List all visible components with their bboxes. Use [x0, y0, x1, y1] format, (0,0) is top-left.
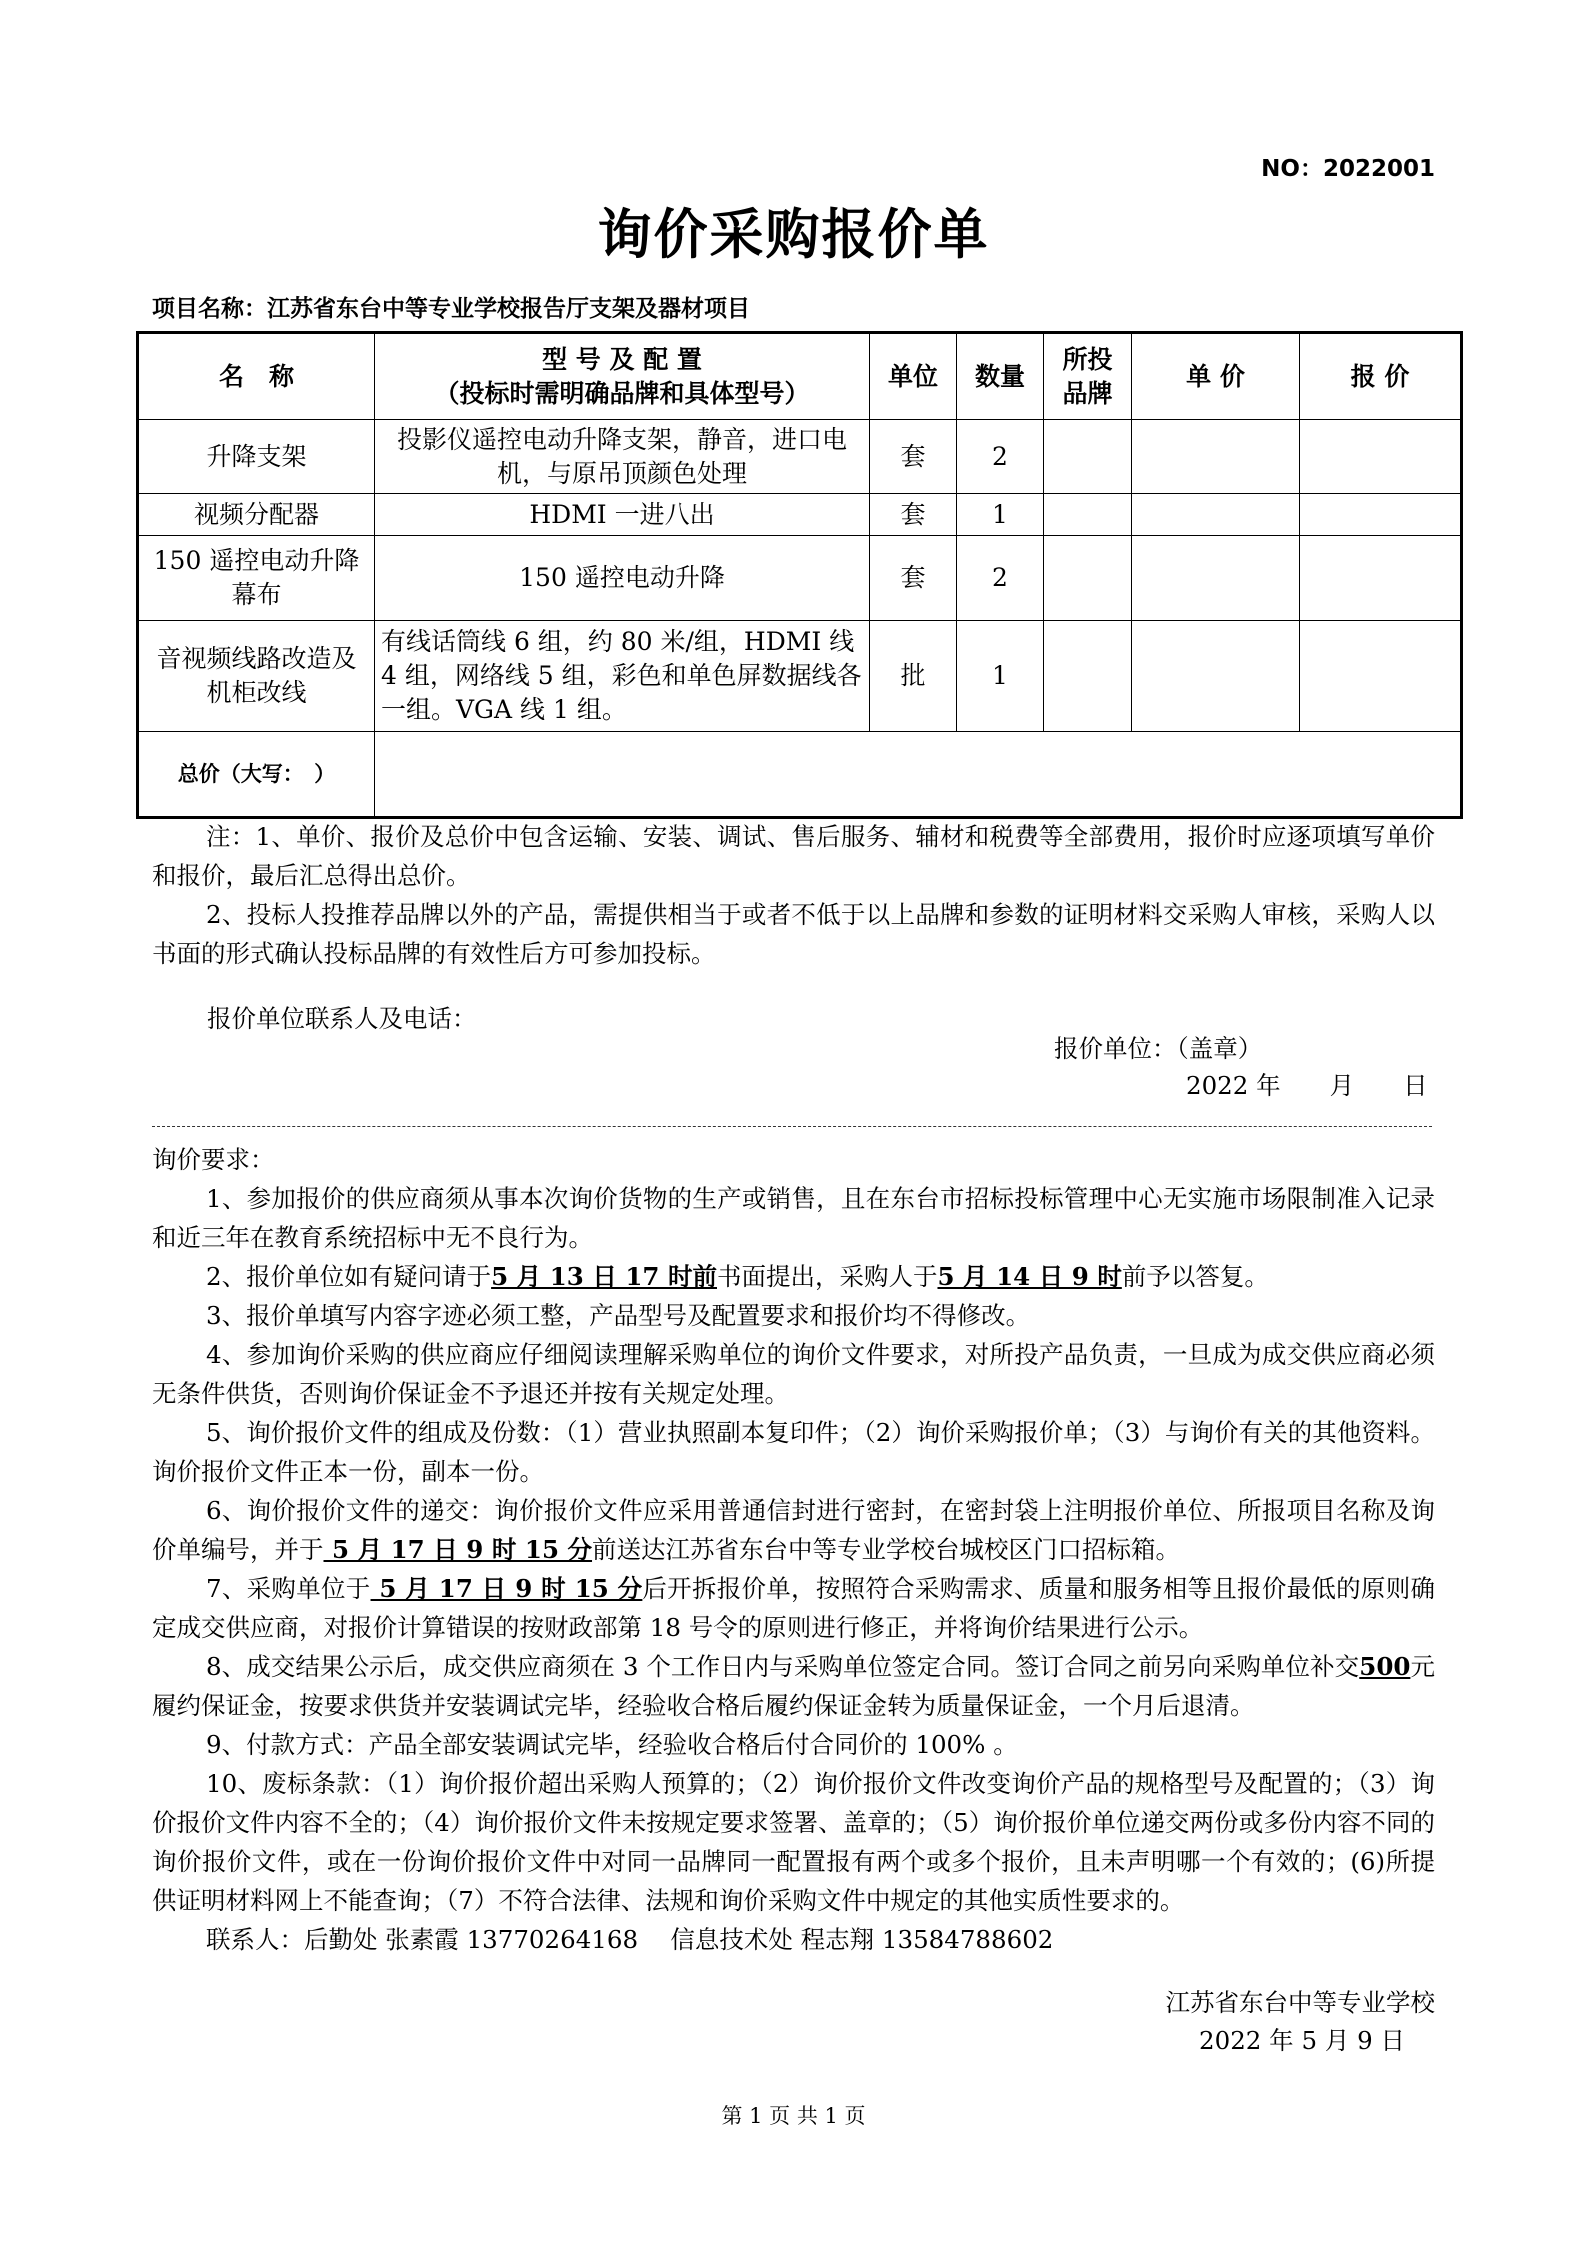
note-2: 2、投标人投推荐品牌以外的产品，需提供相当于或者不低于以上品牌和参数的证明材料交采购人审核，采购人以书面的形式确认投标品牌的有效性后方可参加投标。 [152, 900, 1435, 968]
page-footer: 第 1 页 共 1 页 [721, 2104, 866, 2128]
requirement-2 [152, 1257, 1435, 1296]
r8-text-c: 元履约保证金，按要求供货并安装调试完毕，经验收合格后履约保证金转为质量保证金，一个月后退清。 [152, 1652, 1436, 1720]
item-brand-cell[interactable] [1044, 536, 1132, 621]
requirement-5: 5、询价报价文件的组成及份数：（1）营业执照副本复印件；（2）询价采购报价单；（3）与询价有关的其他资料。询价报价文件正本一份，副本一份。 [152, 1418, 1435, 1486]
table-row [138, 536, 1462, 621]
item-spec: HDMI 一进八出 [375, 494, 870, 536]
r7-open-time: 5 月 17 日 9 时 15 分 [370, 1574, 643, 1603]
r2-deadline: 5 月 13 日 17 时前 [491, 1262, 717, 1291]
item-spec: 投影仪遥控电动升降支架，静音，进口电机，与原吊顶颜色处理 [375, 420, 870, 494]
item-quote-cell[interactable] [1300, 494, 1462, 536]
item-qty: 1 [957, 494, 1044, 536]
item-brand-cell[interactable] [1044, 494, 1132, 536]
r6-text-a: 6、询价报价文件的递交：询价报价文件应采用普通信封进行密封，在密封袋上注明报价单位、所报项目名称及询价单编号，并于 [152, 1496, 1435, 1564]
item-name: 150 遥控电动升降幕布 [138, 536, 375, 621]
r6-text-c: 前送达江苏省东台中等专业学校台城校区门口招标箱。 [592, 1535, 1181, 1564]
item-name: 音视频线路改造及机柜改线 [138, 621, 375, 732]
item-unit-price-cell[interactable] [1132, 420, 1300, 494]
header-spec [375, 333, 870, 420]
dashed-separator [152, 1126, 1432, 1127]
requirement-6 [152, 1491, 1435, 1569]
requirement-7 [152, 1569, 1435, 1647]
signer: 江苏省东台中等专业学校 [1165, 1988, 1435, 2017]
header-spec-line1: 型 号 及 配 置 [542, 344, 702, 374]
item-qty: 1 [957, 621, 1044, 732]
contact-label: 报价单位联系人及电话： [207, 1004, 477, 1033]
requirement-3: 3、报价单填写内容字迹必须工整，产品型号及配置要求和报价均不得修改。 [206, 1301, 1031, 1330]
r2-reply-time: 5 月 14 日 9 时 [937, 1262, 1122, 1291]
item-unit-price-cell[interactable] [1132, 494, 1300, 536]
item-quote-cell[interactable] [1300, 621, 1462, 732]
project-name: 项目名称：江苏省东台中等专业学校报告厅支架及器材项目 [152, 295, 750, 322]
requirement-4: 4、参加询价采购的供应商应仔细阅读理解采购单位的询价文件要求，对所投产品负责，一旦成为成交供应商必须无条件供货，否则询价保证金不予退还并按有关规定处理。 [152, 1340, 1435, 1408]
item-qty: 2 [957, 420, 1044, 494]
r7-text-c: 后开拆报价单，按照符合采购需求、质量和服务相等且报价最低的原则确定成交供应商，对报价计算错误的按财政部第 18 号令的原则进行修正，并将询价结果进行公示。 [152, 1574, 1435, 1642]
table-row [138, 621, 1462, 732]
item-name: 视频分配器 [138, 494, 375, 536]
requirements-heading: 询价要求： [152, 1145, 275, 1174]
r2-text-c: 书面提出，采购人于 [716, 1262, 938, 1291]
r8-deposit: 500 [1359, 1652, 1411, 1681]
date-blank: 2022 年 月 日 [1186, 1071, 1428, 1100]
header-spec-line2: （投标时需明确品牌和具体型号） [434, 378, 810, 408]
r7-text-a: 7、采购单位于 [206, 1574, 371, 1603]
notes-section [152, 817, 1435, 973]
requirement-10: 10、废标条款：（1）询价报价超出采购人预算的；（2）询价报价文件改变询价产品的规格型号及配置的；（3）询价报价文件内容不全的；（4）询价报价文件未按规定要求签署、盖章的；（5）询价报价单位递交两份或多份内容不同的询价报价文件，或在一份询价报价文件中对同一品牌同一配置报有两个或多个报价，且未声明哪一个有效的；(6)所提供证明材料网上不能查询；（7）不符合法律、法规和询价采购文件中规定的其他实质性要求的。 [152, 1769, 1435, 1915]
r2-text-a: 2、报价单位如有疑问请于 [206, 1262, 492, 1291]
r8-text-a: 8、成交结果公示后，成交供应商须在 3 个工作日内与采购单位签定合同。签订合同之前另向采购单位补交 [206, 1652, 1360, 1681]
seal-label: 报价单位：（盖章） [1054, 1034, 1263, 1063]
table-header-row [138, 333, 1462, 420]
header-quote: 报 价 [1300, 333, 1462, 420]
header-name: 名 称 [138, 333, 375, 420]
header-unit: 单位 [870, 333, 957, 420]
total-label: 总价（大写： ） [138, 732, 375, 818]
item-name: 升降支架 [138, 420, 375, 494]
item-spec: 有线话筒线 6 组，约 80 米/组，HDMI 线 4 组，网络线 5 组，彩色和单色屏数据线各一组。VGA 线 1 组。 [375, 621, 870, 732]
item-brand-cell[interactable] [1044, 420, 1132, 494]
item-unit: 套 [870, 494, 957, 536]
item-unit: 批 [870, 621, 957, 732]
item-spec: 150 遥控电动升降 [375, 536, 870, 621]
r6-deadline: 5 月 17 日 9 时 15 分 [323, 1535, 593, 1564]
table-row [138, 494, 1462, 536]
header-qty: 数量 [957, 333, 1044, 420]
requirement-9: 9、付款方式：产品全部安装调试完毕，经验收合格后付合同价的 100% 。 [206, 1730, 1018, 1759]
item-unit-price-cell[interactable] [1132, 621, 1300, 732]
r2-text-e: 前予以答复。 [1121, 1262, 1269, 1291]
requirement-8 [152, 1647, 1435, 1725]
item-qty: 2 [957, 536, 1044, 621]
item-unit-price-cell[interactable] [1132, 536, 1300, 621]
quote-table [136, 331, 1463, 819]
item-quote-cell[interactable] [1300, 536, 1462, 621]
contacts-line: 联系人：后勤处 张素霞 13770264168 信息技术处 程志翔 13584788602 [206, 1925, 1054, 1954]
item-quote-cell[interactable] [1300, 420, 1462, 494]
header-brand: 所投品牌 [1044, 333, 1132, 420]
table-row [138, 420, 1462, 494]
header-unit-price: 单 价 [1132, 333, 1300, 420]
page-title: 询价采购报价单 [597, 203, 990, 266]
requirements-section [152, 1140, 1435, 1959]
total-row [138, 732, 1462, 818]
document-number: NO：2022001 [1261, 156, 1435, 182]
total-amount-cell[interactable] [375, 732, 1462, 818]
item-brand-cell[interactable] [1044, 621, 1132, 732]
item-unit: 套 [870, 420, 957, 494]
item-unit: 套 [870, 536, 957, 621]
note-1: 注：1、单价、报价及总价中包含运输、安装、调试、售后服务、辅材和税费等全部费用，报价时应逐项填写单价和报价，最后汇总得出总价。 [152, 822, 1435, 890]
requirement-1: 1、参加报价的供应商须从事本次询价货物的生产或销售，且在东台市招标投标管理中心无实施市场限制准入记录和近三年在教育系统招标中无不良行为。 [152, 1184, 1435, 1252]
sign-date: 2022 年 5 月 9 日 [1199, 2026, 1405, 2055]
